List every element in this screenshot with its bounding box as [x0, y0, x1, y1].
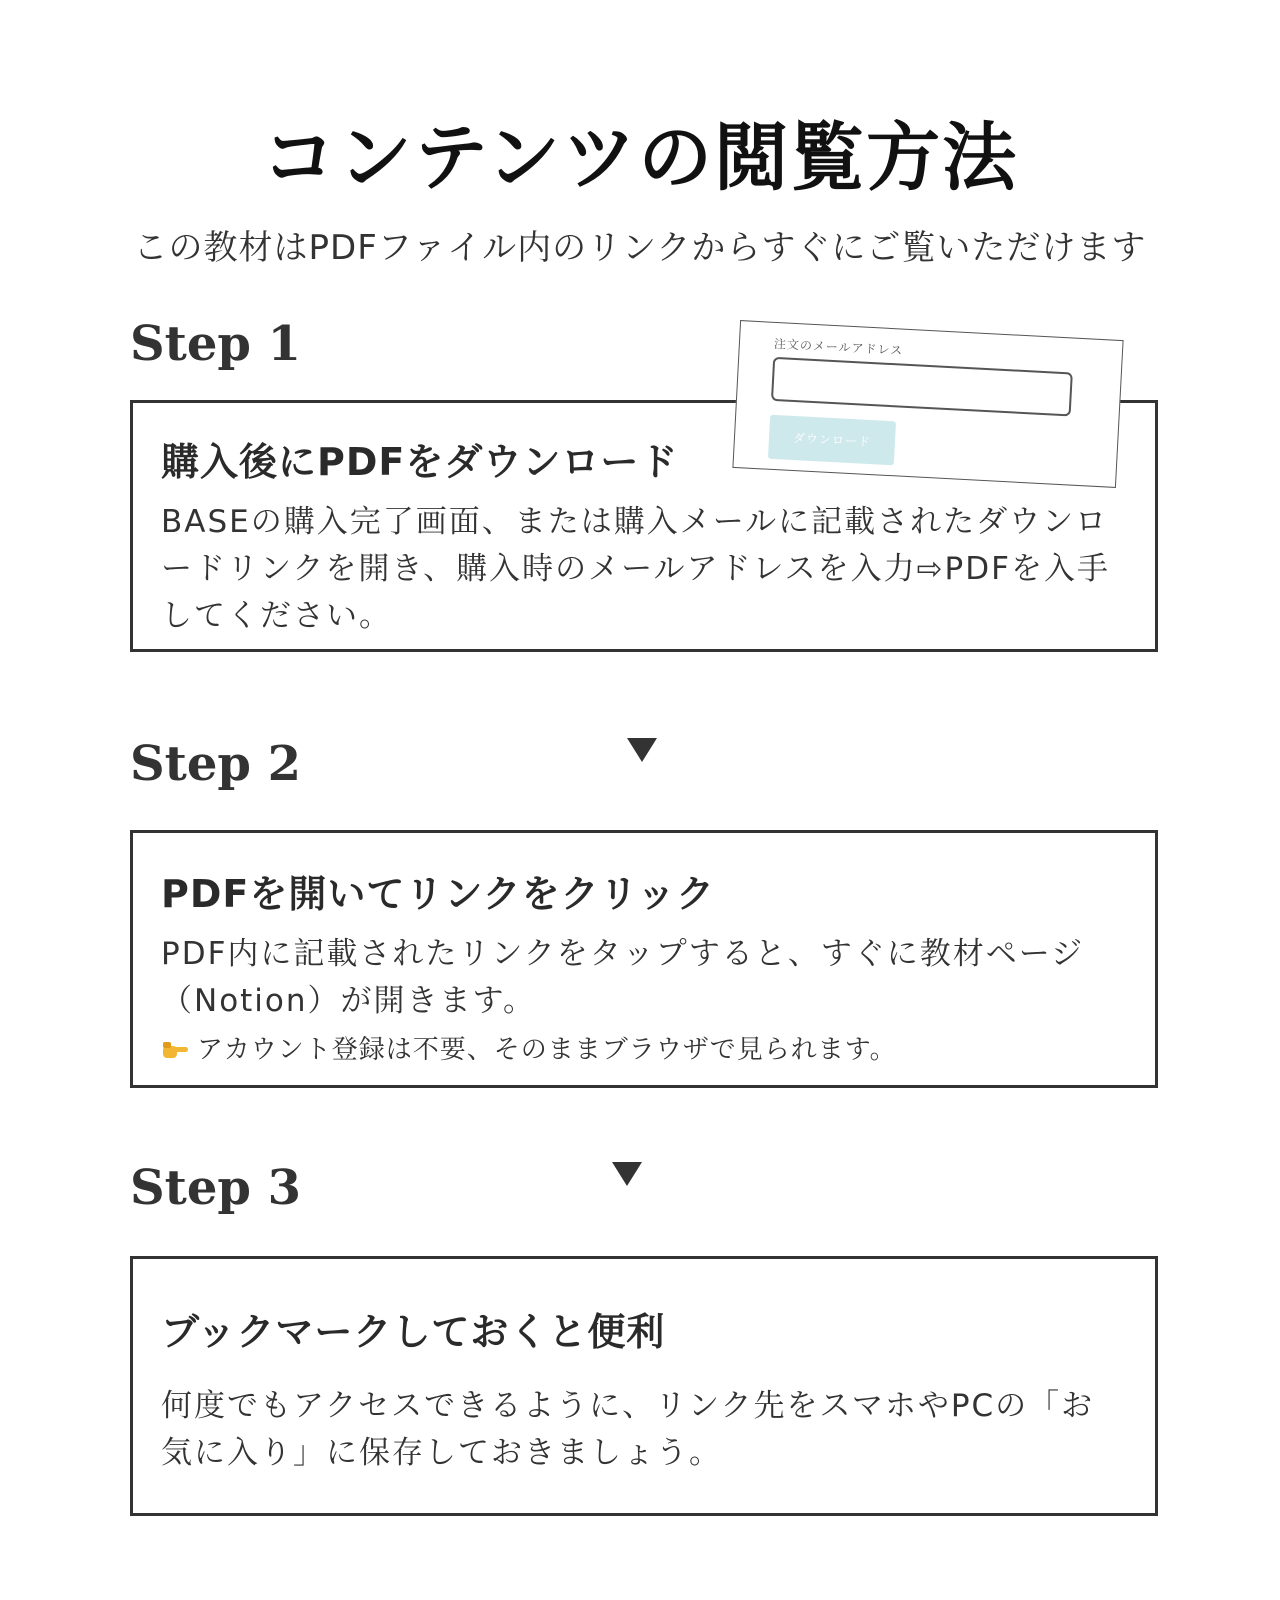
- step-2-box: [130, 830, 1158, 1088]
- step-3-body: 何度でもアクセスできるように、リンク先をスマホやPCの「お気に入り」に保存しておきましょう。: [161, 1388, 1095, 1471]
- step-1-body: BASEの購入完了画面、または購入メールに記載されたダウンロードリンクを開き、購入時のメールアドレスを入力⇨PDFを入手してください。: [161, 504, 1110, 634]
- step-1-label: Step 1: [130, 316, 302, 372]
- down-arrow-icon: [627, 738, 657, 762]
- pointing-hand-icon: [161, 1040, 189, 1060]
- step-2-heading: PDFを開いてリンクをクリック: [161, 872, 716, 916]
- step-3-box: [130, 1256, 1158, 1516]
- down-arrow-icon: [612, 1162, 642, 1186]
- email-field-label: 注文のメールアドレス: [773, 336, 904, 358]
- step-2-note-text: アカウント登録は不要、そのままブラウザで見られます。: [197, 1035, 897, 1065]
- page-subtitle: この教材はPDFファイル内のリンクからすぐにご覧いただけます: [133, 228, 1147, 268]
- step-2-note: [161, 1029, 1127, 1066]
- step-3-heading: ブックマークしておくと便利: [161, 1310, 666, 1354]
- step-2-body: PDF内に記載されたリンクをタップすると、すぐに教材ページ（Notion）が開きます。: [161, 936, 1085, 1019]
- step-2-label: Step 2: [130, 736, 302, 792]
- download-form-card: [732, 320, 1123, 488]
- step-1-heading: 購入後にPDFをダウンロード: [161, 440, 679, 484]
- email-field[interactable]: [771, 357, 1073, 417]
- page-title: コンテンツの閲覧方法: [261, 115, 1019, 201]
- download-button[interactable]: ダウンロード: [768, 415, 896, 466]
- step-3-label: Step 3: [130, 1160, 302, 1216]
